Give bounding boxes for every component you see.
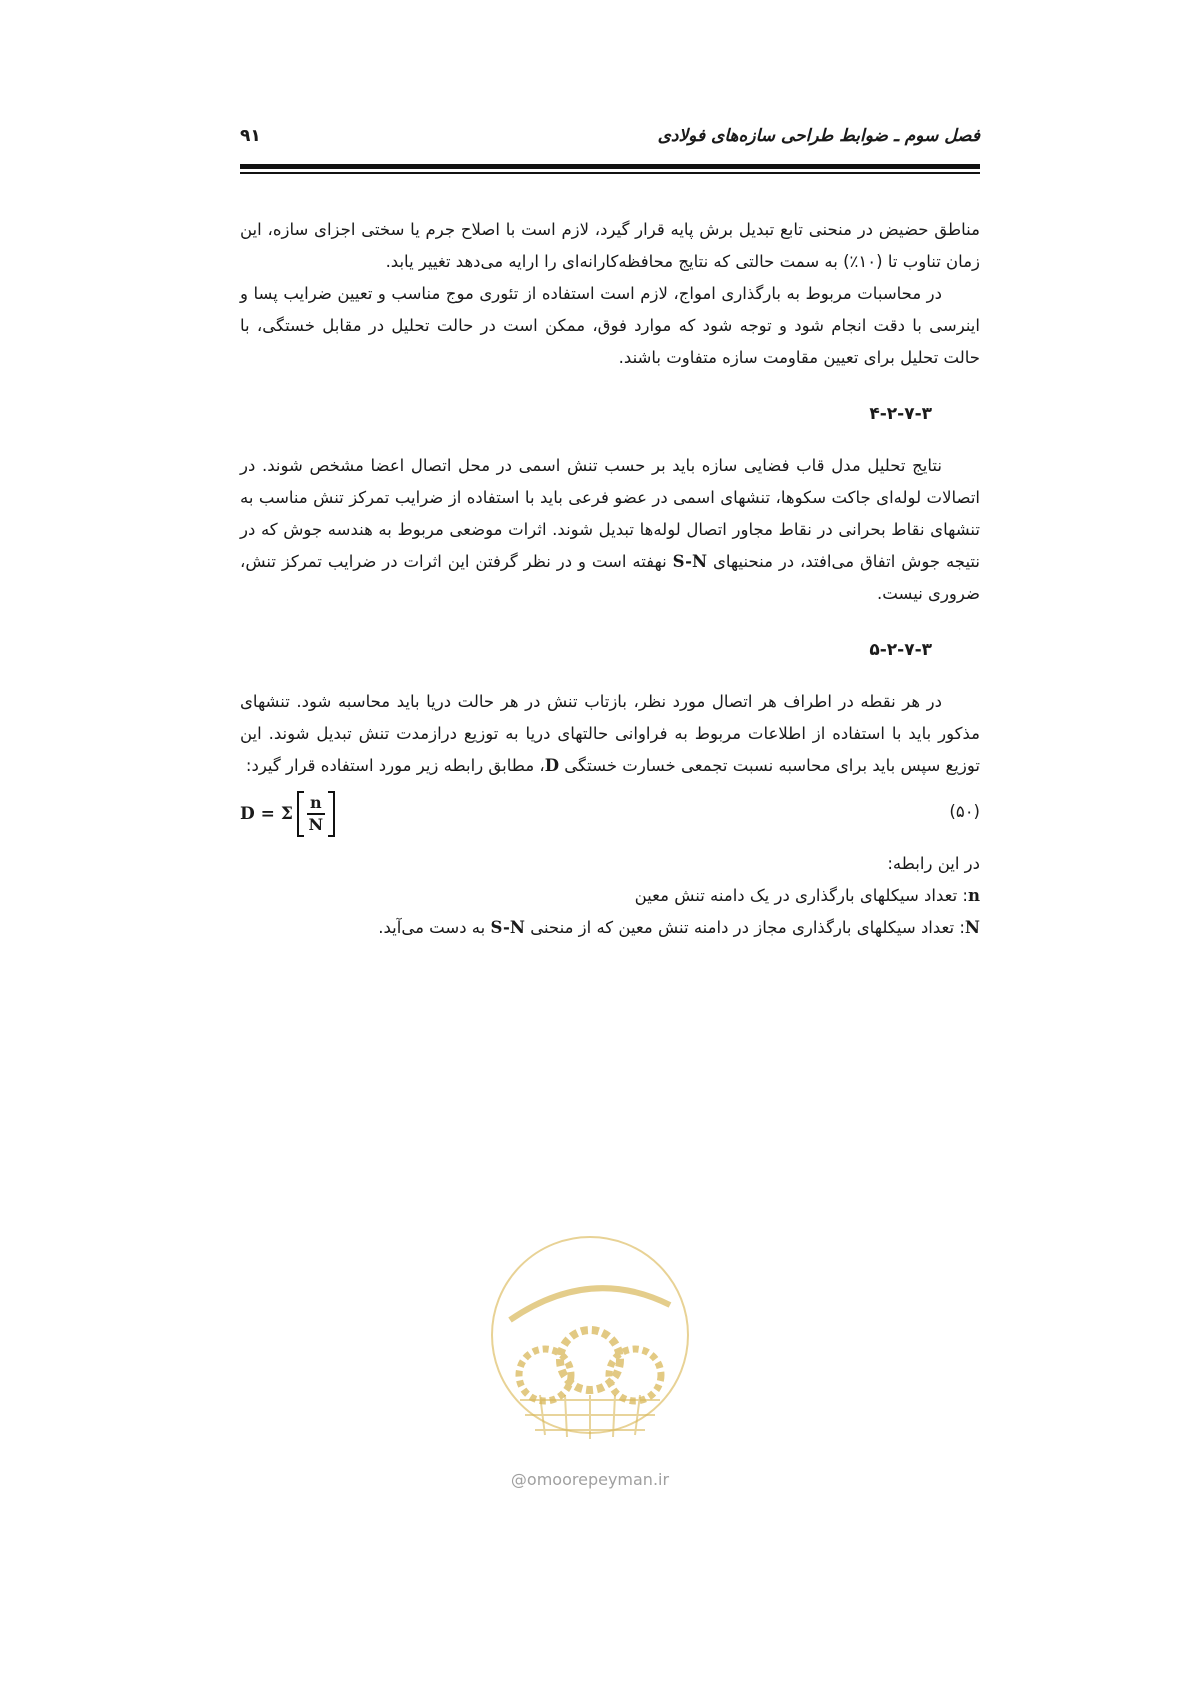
paragraph-wave-loading: در محاسبات مربوط به بارگذاری امواج، لازم است استفاده از تئوری موج مناسب و تعیین ضرایب پسا و اینرسی با دقت انجام شود و توجه شود که موارد فوق، ممکن است در حالت تحلیل در مقابل خستگی، با حالت تحلیل برای تعیین مقاومت سازه متفاوت باشند.: [240, 284, 980, 367]
watermark-logo: [470, 1225, 710, 1465]
logo-swash: [510, 1288, 670, 1320]
fraction-denominator: N: [308, 814, 324, 834]
body-text: [240, 214, 980, 944]
formula-lhs: D = Σ: [240, 804, 293, 824]
damage-symbol: D: [544, 756, 560, 775]
paragraph-stress-results: نتایج تحلیل مدل قاب فضایی سازه باید بر حسب تنش اسمی در محل اتصال اعضا مشخص شوند. در اتصالات لوله‌ای جاکت سکوها، تنشهای اسمی در عضو فرعی باید با استفاده از ضرایب تمرکز تنش مناسب به تنشهای نقاط بحرانی در نقاط مجاور اتصال لوله‌ها تبدیل شوند. اثرات موضعی مربوط به هندسه جوش که در نتیجه جوش اتفاق می‌افتد، در منحنیهای S-N نهفته است و در نظر گرفتن این اثرات در ضرایب تمرکز تنش، ضروری نیست.: [240, 456, 980, 603]
formula-bracket: [297, 791, 335, 837]
equation-row: [240, 788, 980, 840]
page-number: ۹۱: [240, 126, 261, 146]
equation-number: (۵۰): [949, 802, 980, 821]
chapter-title: فصل سوم ـ ضوابط طراحی سازه‌های فولادی: [657, 126, 980, 146]
miner-rule-formula: [240, 788, 335, 840]
header-rule-thin: [240, 172, 980, 174]
definition-N: N: تعداد سیکلهای بارگذاری مجاز در دامنه تنش معین که از منحنی S-N به دست می‌آید.: [378, 918, 980, 937]
definition-n: n: تعداد سیکلهای بارگذاری در یک دامنه تنش معین: [634, 886, 980, 905]
watermark-url: @omoorepeyman.ir: [510, 1470, 670, 1489]
logo-gears: [519, 1330, 661, 1401]
paragraph-continuation: مناطق حضیض در منحنی تابع تبدیل برش پایه قرار گیرد، لازم است با اصلاح جرم یا سختی اجزای سازه، این زمان تناوب تا (۱۰٪) به سمت حالتی که نتایج محافظه‌کارانه‌ای را ارایه می‌دهد تغییر یابد.: [240, 220, 980, 271]
fraction-numerator: n: [310, 793, 322, 813]
where-label: در این رابطه:: [887, 854, 980, 873]
section-heading: ۵-۲-۷-۳: [869, 640, 932, 660]
logo-grid: [520, 1395, 660, 1439]
section-heading: ۴-۲-۷-۳: [869, 404, 932, 424]
header-rule-thick: [240, 164, 980, 169]
running-head: [240, 126, 980, 156]
sn-curve-term: S-N: [672, 552, 708, 571]
paragraph-damage-ratio: در هر نقطه در اطراف هر اتصال مورد نظر، بازتاب تنش در هر حالت دریا باید محاسبه شود. تنشهای مذکور باید با استفاده از اطلاعات مربوط به فراوانی حالتهای دریا به توزیع درازمدت تنش تبدیل شوند. این توزیع سپس باید برای محاسبه نسبت تجمعی خسارت خستگی D، مطابق رابطه زیر مورد استفاده قرار گیرد:: [240, 692, 980, 775]
